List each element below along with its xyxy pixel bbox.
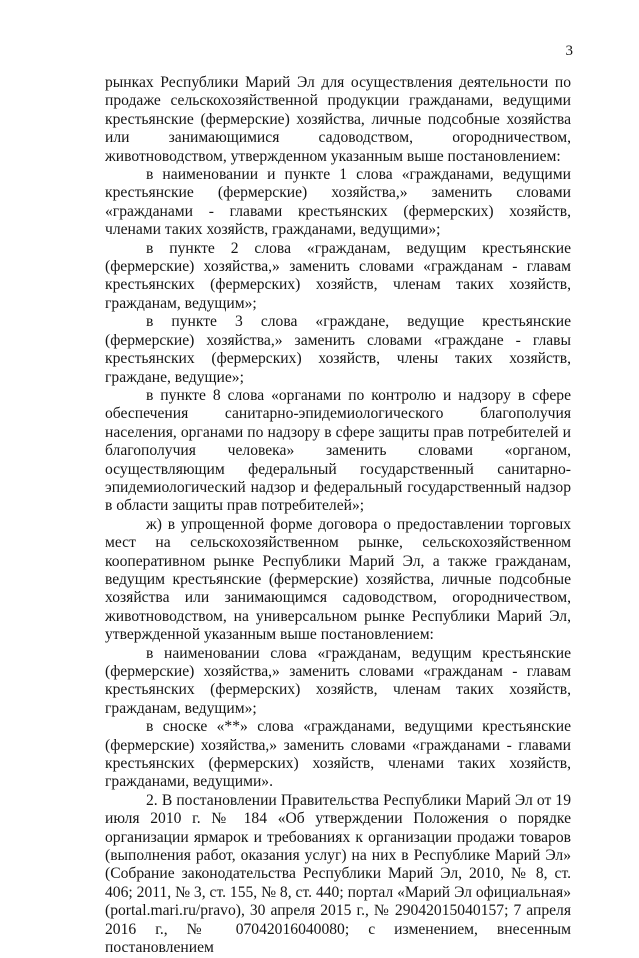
paragraph-4: в пункте 3 слова «граждане, ведущие крестьянские (фермерские) хозяйства,» заменить словами «граждане - главы крестьянских (фермерских) хозяйств, члены таких хозяйств, граждане, ведущие»; (105, 313, 571, 386)
paragraph-6: ж) в упрощенной форме договора о предоставлении торговых мест на сельскохозяйственном рынке, сельскохозяйственном кооперативном рынке Республики Марий Эл, а также гражданам, ведущим крестьянские (фермерские) хозяйства, личные подсобные хозяйства или занимающимся садоводством, огородничеством, животноводством, на универсальном рынке Республики Марий Эл, утвержденной указанным выше постановлением: (105, 515, 571, 644)
paragraph-9: 2. В постановлении Правительства Республики Марий Эл от 19 июля 2010 г. № 184 «Об утверждении Положения о порядке организации ярмарок и требованиях к организации продажи товаров (выполнения работ, оказания услуг) на них в Республике Марий Эл» (Собрание законодательства Республики Марий Эл, 2010, № 8, ст. 406; 2011, № 3, ст. 155, № 8, ст. 440; портал «Марий Эл официальная» (portal.mari.ru/pravo), 30 апреля 2015 г., № 29042015040157; 7 апреля 2016 г., № 07042016040080; с изменением, внесенным постановлением (105, 791, 571, 957)
paragraph-2: в наименовании и пункте 1 слова «гражданами, ведущими крестьянские (фермерские) хозяйства,» заменить словами «гражданами - главами крестьянских (фермерских) хозяйств, членами таких хозяйств, гражданами, ведущими»; (105, 166, 571, 239)
paragraph-5: в пункте 8 слова «органами по контролю и надзору в сфере обеспечения санитарно-эпидемиологического благополучия населения, органами по надзору в сфере защиты прав потребителей и благополучия человека» заменить словами «органом, осуществляющим федеральный государственный санитарно-эпидемиологический надзор и федеральный государственный надзор в области защиты прав потребителей»; (105, 386, 571, 515)
page-number: 3 (565, 43, 573, 59)
paragraph-7: в наименовании слова «гражданам, ведущим крестьянские (фермерские) хозяйства,» заменить словами «гражданам - главам крестьянских (фермерских) хозяйств, членам таких хозяйств, гражданам, ведущим»; (105, 644, 571, 717)
document-body (105, 74, 571, 958)
paragraph-1: рынках Республики Марий Эл для осуществления деятельности по продаже сельскохозяйственной продукции гражданами, ведущими крестьянские (фермерские) хозяйства, личные подсобные хозяйства или занимающимися садоводством, огородничеством, животноводством, утвержденном указанным выше постановлением: (105, 74, 571, 165)
paragraph-8: в сноске «**» слова «гражданами, ведущими крестьянские (фермерские) хозяйства,» заменить словами «гражданами - главами крестьянских (фермерских) хозяйств, членами таких хозяйств, гражданами, ведущими». (105, 718, 571, 791)
paragraph-3: в пункте 2 слова «гражданам, ведущим крестьянские (фермерские) хозяйства,» заменить словами «гражданам - главам крестьянских (фермерских) хозяйств, членам таких хозяйств, гражданам, ведущим»; (105, 239, 571, 312)
